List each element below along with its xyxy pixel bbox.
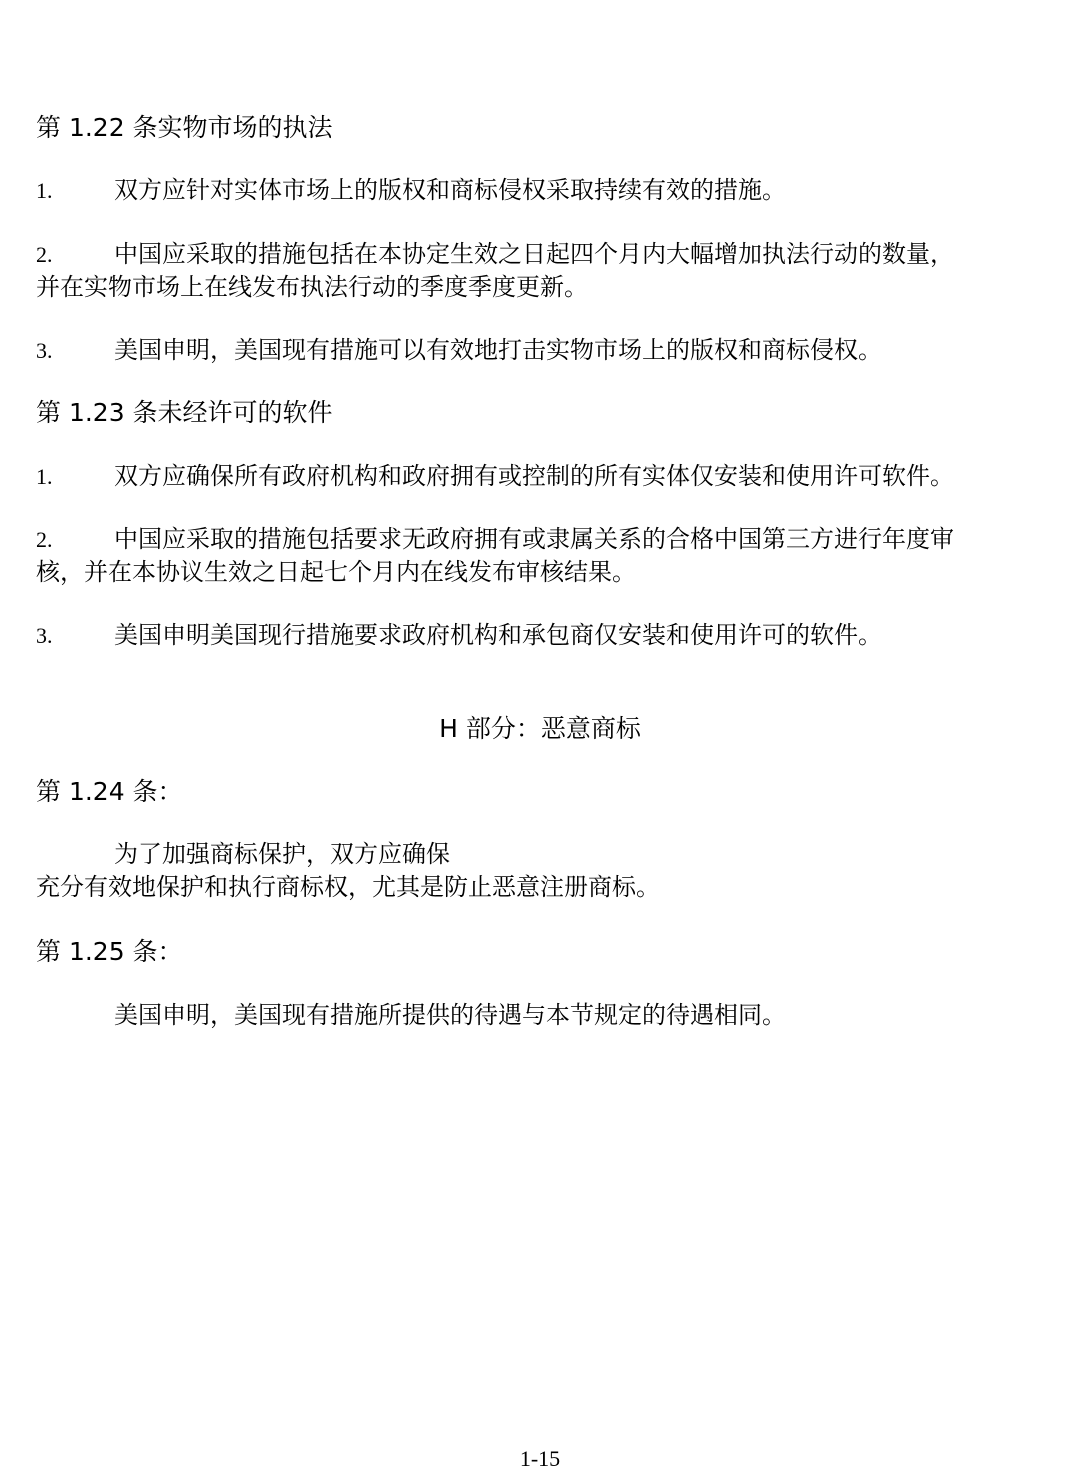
item-text: 美国申明，美国现有措施可以有效地打击实物市场上的版权和商标侵权。: [114, 336, 882, 364]
item-text: 双方应针对实体市场上的版权和商标侵权采取持续有效的措施。: [114, 176, 786, 204]
body-text: 美国申明，美国现有措施所提供的待遇与本节规定的待遇相同。: [114, 1001, 786, 1029]
page-number: 1-15: [519, 1446, 561, 1471]
section-1-24-heading: 第 1.24 条：: [36, 777, 183, 806]
item-number: 2.: [36, 242, 53, 267]
section-1-25-heading: 第 1.25 条：: [36, 937, 183, 966]
part-h-title: H 部分：恶意商标: [439, 714, 641, 743]
item-text: 中国应采取的措施包括要求无政府拥有或隶属关系的合格中国第三方进行年度审: [114, 525, 954, 553]
item-number: 3.: [36, 338, 53, 363]
body-text: 为了加强商标保护，双方应确保: [114, 840, 450, 868]
section-1-23-heading: 第 1.23 条未经许可的软件: [36, 398, 333, 427]
item-text: 中国应采取的措施包括在本协定生效之日起四个月内大幅增加执法行动的数量，: [114, 240, 954, 268]
body-text-continued: 充分有效地保护和执行商标权，尤其是防止恶意注册商标。: [36, 873, 660, 901]
section-1-22-heading: 第 1.22 条实物市场的执法: [36, 113, 333, 142]
item-text: 双方应确保所有政府机构和政府拥有或控制的所有实体仅安装和使用许可软件。: [114, 462, 954, 490]
section-1-22-item-3: [36, 334, 1046, 367]
section-1-23-item-1: [36, 460, 1046, 493]
item-number: 2.: [36, 527, 53, 552]
item-number: 1.: [36, 464, 53, 489]
item-text-continued: 并在实物市场上在线发布执法行动的季度季度更新。: [36, 273, 588, 301]
item-number: 1.: [36, 178, 53, 203]
item-text: 美国申明美国现行措施要求政府机构和承包商仅安装和使用许可的软件。: [114, 621, 882, 649]
section-1-22-item-1: [36, 174, 1046, 207]
item-number: 3.: [36, 623, 53, 648]
section-1-25-body: [36, 999, 1046, 1032]
section-1-24-body: [36, 838, 1046, 904]
section-1-22-item-2: [36, 238, 1046, 304]
section-1-23-item-2: [36, 523, 1046, 589]
item-text-continued: 核，并在本协议生效之日起七个月内在线发布审核结果。: [36, 558, 636, 586]
section-1-23-item-3: [36, 619, 1046, 652]
